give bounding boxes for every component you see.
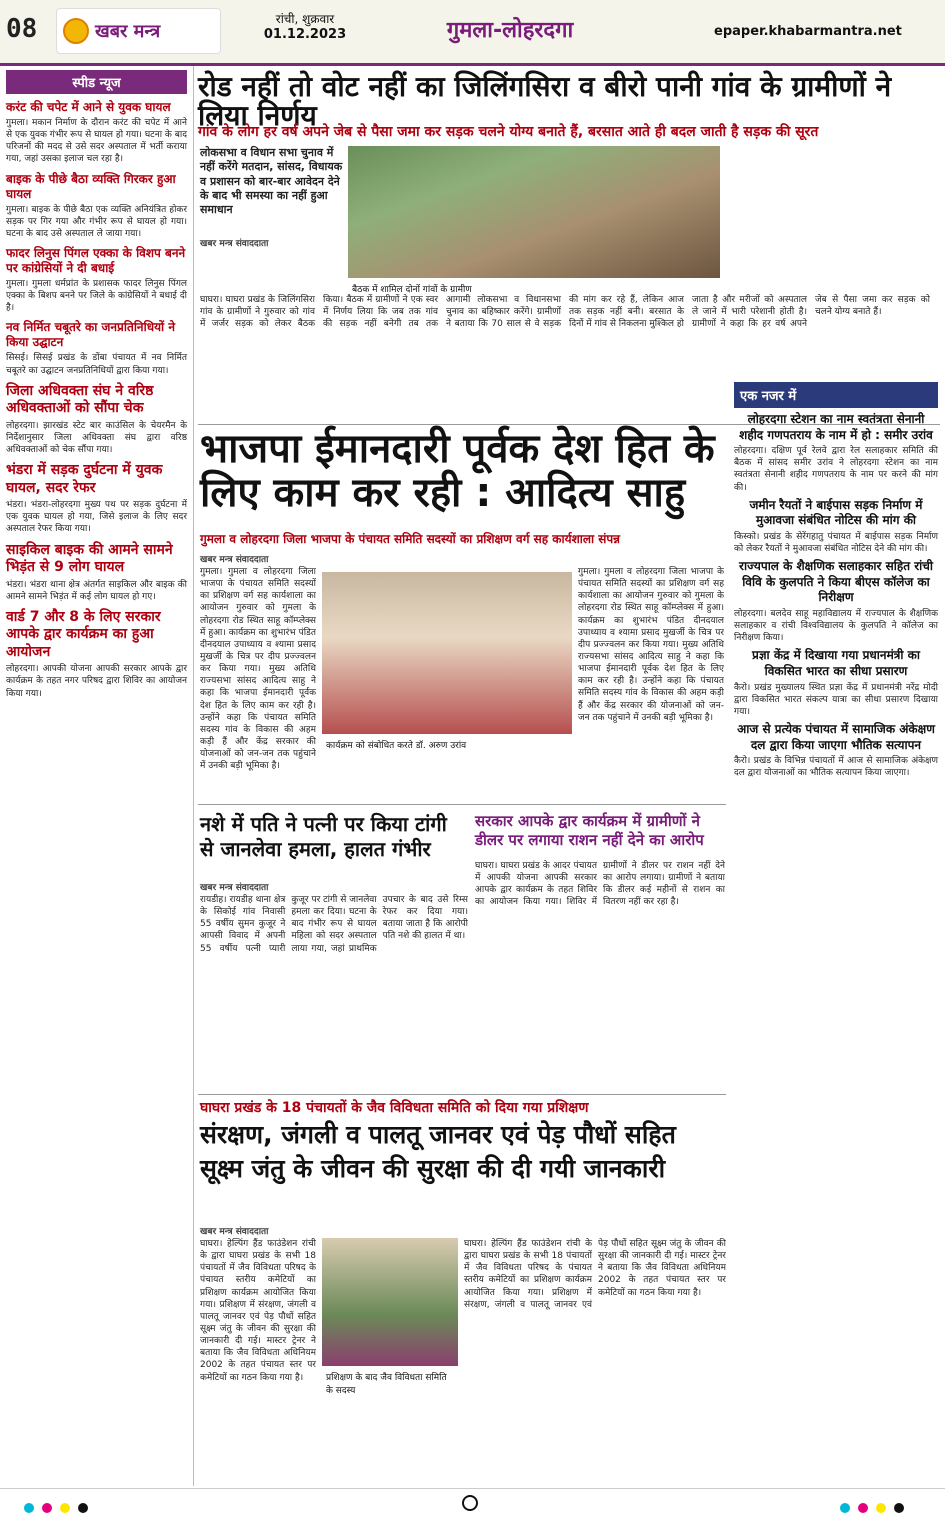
story2-body-right: गुमला। गुमला व लोहरदगा जिला भाजपा के पंचायत समिति सदस्यों का प्रशिक्षण वर्ग सह कार्यशाला का आयोजन गुरुवार को गुमला के लोहरदगा रोड स्थित साहू कॉम्प्लेक्स में हुआ। कार्यक्रम का शुभारंभ पंडित दीनदयाल उपाध्याय व श्यामा प्रसाद मुखर्जी के चित्र पर दीप प्रज्ज्वलन कर किया गया। मुख्य अतिथि राज्यसभा सांसद आदित्य साहु ने कहा कि भाजपा ईमानदारी पूर्वक देश हित के लिए काम कर रही है। उन्होंने कहा कि पंचायत समिति सदस्य गांव के विकास की अहम कड़ी हैं और केंद्र सरकार की योजनाओं को जन-जन तक पहुंचाने में उनकी बड़ी भूमिका है।: [578, 567, 724, 723]
list-item: [734, 722, 938, 779]
list-item: [6, 246, 187, 314]
news-headline: आज से प्रत्येक पंचायत में सामाजिक अंकेक्षण दल द्वारा किया जाएगा भौतिक सत्यापन: [737, 722, 935, 752]
news-text: भंडरा। भंडरा-लोहरदगा मुख्य पथ पर सड़क दुर्घटना में एक युवक घायल हो गया, जिसे इलाज के लिए सदर अस्पताल रेफर किया गया।: [6, 500, 187, 535]
news-headline: प्रज्ञा केंद्र में दिखाया गया प्रधानमंत्री का विकसित भारत का सीधा प्रसारण: [752, 648, 920, 679]
news-text: भंडरा। भंडरा थाना क्षेत्र अंतर्गत साइकिल और बाइक की आमने सामने भिड़ंत में कई लोग घायल हो गए।: [6, 579, 187, 602]
news-headline: करंट की चपेट में आने से युवक घायल: [6, 100, 171, 114]
cyan-dot-icon: [24, 1503, 34, 1513]
list-item: [734, 648, 938, 718]
divider: [198, 1094, 726, 1095]
story1-subhead: गांव के लोग हर वर्ष अपने जेब से पैसा जमा कर सड़क चलने योग्य बनाते हैं, बरसात आते ही बदल जाती है सड़क की सूरत: [198, 124, 819, 140]
list-item: [6, 609, 187, 700]
story4-headline[interactable]: सरकार आपके द्वार कार्यक्रम में ग्रामीणों ने डीलर पर लगाया राशन नहीं देने का आरोप: [475, 812, 704, 849]
news-text: कैरो। प्रखंड के विभिन्न पंचायतों में आज से सामाजिक अंकेक्षण दल द्वारा योजनाओं का भौतिक सत्यापन किया जाएगा।: [734, 756, 938, 779]
story1-byline: खबर मन्त्र संवाददाता: [200, 239, 269, 249]
story5-photo: [322, 1238, 458, 1366]
list-item: [6, 383, 187, 456]
story2-headline[interactable]: भाजपा ईमानदारी पूर्वक देश हित के लिए काम कर रही : आदित्य साहु: [200, 426, 715, 516]
page-number: 08: [6, 14, 38, 44]
story2-body-left: गुमला। गुमला व लोहरदगा जिला भाजपा के पंचायत समिति सदस्यों का प्रशिक्षण वर्ग सह कार्यशाला का आयोजन गुरुवार को गुमला के लोहरदगा रोड स्थित साहू कॉम्प्लेक्स में हुआ। कार्यक्रम का शुभारंभ पंडित दीनदयाल उपाध्याय व श्यामा प्रसाद मुखर्जी के चित्र पर दीप प्रज्ज्वलन कर किया गया। मुख्य अतिथि राज्यसभा सांसद आदित्य साहु ने कहा कि भाजपा ईमानदारी पूर्वक देश हित के लिए काम कर रही है। उन्होंने कहा कि पंचायत समिति सदस्य गांव के विकास की अहम कड़ी हैं और केंद्र सरकार की योजनाओं को जन-जन तक पहुंचाने में उनकी बड़ी भूमिका है।: [200, 567, 316, 772]
news-text: सिसई। सिसई प्रखंड के डोंबा पंचायत में नव निर्मित चबूतरे का उद्घाटन जनप्रतिनिधियों द्वारा किया गया।: [6, 353, 187, 376]
news-headline: वार्ड 7 और 8 के लिए सरकार आपके द्वार कार्यक्रम का हुआ आयोजन: [6, 608, 161, 660]
ek-nazar-column: [730, 380, 942, 1480]
story2-caption: कार्यक्रम को संबोधित करते डॉ. अरुण उरांव: [322, 736, 572, 753]
news-text: गुमला। गुमला धर्मप्रांत के प्रशासक फादर लिनुस पिंगल एक्का के बिशप बनने पर जिले के कांग्रेसियों ने बधाई दी है।: [6, 278, 187, 314]
magenta-dot-icon: [858, 1503, 868, 1513]
yellow-dot-icon: [60, 1503, 70, 1513]
section-title: गुमला-लोहरदगा: [446, 18, 574, 43]
news-text: कैरो। प्रखंड मुख्यालय स्थित प्रज्ञा केंद्र में प्रधानमंत्री नरेंद्र मोदी द्वारा विकसित भारत संकल्प यात्रा का सीधा प्रसारण दिखाया गया।: [734, 682, 938, 717]
list-item: [734, 412, 938, 494]
news-headline: लोहरदगा स्टेशन का नाम स्वतंत्रता सेनानी शहीद गणपतराय के नाम में हो : समीर उरांव: [739, 412, 933, 442]
list-item: [734, 559, 938, 644]
list-item: [6, 172, 187, 240]
black-dot-icon: [894, 1503, 904, 1513]
color-dots-right: [840, 1498, 907, 1517]
news-headline: भंडरा में सड़क दुर्घटना में युवक घायल, सदर रेफर: [6, 462, 163, 496]
dateline: [255, 10, 355, 42]
news-text: किस्को। प्रखंड के सेरेंगहातु पंचायत में बाईपास सड़क निर्माण को लेकर रैयतों ने मुआवजा संबंधित नोटिस देने की मांग की।: [734, 531, 938, 555]
ek-nazar-label: एक नजर में: [734, 382, 938, 408]
story5-headline[interactable]: संरक्षण, जंगली व पालतू जानवर एवं पेड़ पौधों सहित सूक्ष्म जंतु के जीवन की सुरक्षा की दी गयी जानकारी: [200, 1120, 676, 1183]
list-item: [6, 542, 187, 603]
news-headline: राज्यपाल के शैक्षणिक सलाहकार सहित रांची विवि के कुलपति ने किया बीएस कॉलेज का निरीक्षण: [739, 559, 933, 605]
story5-body-right: घाघरा। हेल्पिंग हैंड फाउंडेशन रांची के द्वारा घाघरा प्रखंड के सभी 18 पंचायतों में जैव विविधता परिषद के पंचायत स्तरीय कमेटियों का प्रशिक्षण कार्यक्रम आयोजित किया गया। प्रशिक्षण में संरक्षण, जंगली व पालतू जानवर एवं पेड़ पौधों सहित सूक्ष्म जंतु के जीवन की सुरक्षा की जानकारी दी गई। मास्टर ट्रेनर ने बताया कि जैव विविधता अधिनियम 2002 के तहत पंचायत स्तर पर कमेटियों का गठन किया गया है।: [464, 1239, 726, 1310]
story1-body: घाघरा। घाघरा प्रखंड के जिलिंगसिरा गांव के ग्रामीणों ने गुरुवार को गांव में जर्जर सड़क को लेकर बैठक किया। बैठक में ग्रामीणों ने एक स्वर में निर्णय लिया कि जब तक गांव की सड़क नहीं बनेगी तब तक आगामी लोकसभा व विधानसभा चुनाव का बहिष्कार करेंगे। ग्रामीणों ने बताया कि 70 साल से वे सड़क की मांग कर रहे हैं, लेकिन आज तक सड़क नहीं बनी। बरसात के दिनों में गांव से निकलना मुश्किल हो जाता है और मरीजों को अस्पताल ले जाने में भारी परेशानी होती है। ग्रामीणों ने कहा कि हर वर्ष अपने जेब से पैसा जमा कर सड़क को चलने योग्य बनाते हैं।: [200, 295, 930, 330]
list-item: [6, 100, 187, 166]
news-text: लोहरदगा। बलदेव साहू महाविद्यालय में राज्यपाल के शैक्षणिक सलाहकार व रांची विश्वविद्यालय के कुलपति ने कॉलेज का निरीक्षण किया।: [734, 609, 938, 644]
story1-photo: [348, 146, 720, 278]
divider: [198, 804, 726, 805]
registration-mark-icon: [462, 1495, 478, 1511]
news-headline: फादर लिनुस पिंगल एक्का के विशप बनने पर कांग्रेसियों ने दी बधाई: [6, 245, 186, 275]
city-day: रांची, शुक्रवार: [275, 12, 335, 26]
story1-quote: लोकसभा व विधान सभा चुनाव में नहीं करेंगे मतदान, सांसद, विधायक व प्रशासन को बार-बार आवेदन देने के बाद भी समस्या का नहीं हुआ समाधान: [200, 146, 343, 217]
black-dot-icon: [78, 1503, 88, 1513]
news-text: लोहरदगा। दक्षिण पूर्व रेलवे द्वारा रेल सलाहकार समिति की बैठक में सांसद समीर उरांव ने लोहरदगा स्टेशन का नाम स्वतंत्रता सेनानी शहीद गणपतराय के नाम पर करने की मांग की।: [734, 446, 938, 493]
speed-news-title: स्पीड न्यूज: [6, 70, 187, 94]
story5-caption: प्रशिक्षण के बाद जैव विविधता समिति के सदस्य: [322, 1368, 458, 1398]
magenta-dot-icon: [42, 1503, 52, 1513]
speed-news-column: [0, 66, 194, 1486]
color-dots-left: [24, 1498, 91, 1517]
story1-caption: बैठक में शामिल दोनों गांवों के ग्रामीण: [348, 280, 720, 297]
list-item: [734, 498, 938, 555]
story5-body-left: घाघरा। हेल्पिंग हैंड फाउंडेशन रांची के द्वारा घाघरा प्रखंड के सभी 18 पंचायतों में जैव विविधता परिषद के पंचायत स्तरीय कमेटियों का प्रशिक्षण कार्यक्रम आयोजित किया गया। प्रशिक्षण में संरक्षण, जंगली व पालतू जानवर एवं पेड़ पौधों सहित सूक्ष्म जंतु के जीवन की सुरक्षा की जानकारी दी गई। मास्टर ट्रेनर ने बताया कि जैव विविधता अधिनियम 2002 के तहत पंचायत स्तर पर कमेटियों का गठन किया गया है।: [200, 1239, 316, 1383]
news-headline: जमीन रैयतों ने बाईपास सड़क निर्माण में मुआवजा संबंधित नोटिस की मांग की: [749, 497, 923, 528]
brand-logo[interactable]: [56, 8, 221, 54]
news-headline: साइकिल बाइक की आमने सामने भिड़ंत से 9 लोग घायल: [6, 541, 173, 576]
yellow-dot-icon: [876, 1503, 886, 1513]
story3-headline[interactable]: नशे में पति ने पत्नी पर किया टांगी से जानलेवा हमला, हालत गंभीर: [200, 812, 447, 861]
story2-byline: खबर मन्त्र संवाददाता: [200, 555, 269, 565]
story4-body: घाघरा। घाघरा प्रखंड के आदर पंचायत में आपकी योजना आपकी सरकार आपके द्वार कार्यक्रम के तहत शिविर का आयोजन किया गया। शिविर में ग्रामीणों ने डीलर पर राशन नहीं देने का आरोप लगाया। ग्रामीणों ने बताया कि डीलर कई महीनों से राशन का वितरण नहीं कर रहा है।: [475, 861, 725, 908]
list-item: [6, 320, 187, 376]
news-headline: बाइक के पीछे बैठा व्यक्ति गिरकर हुआ घायल: [6, 171, 176, 201]
news-text: लोहरदगा। झारखंड स्टेट बार काउंसिल के चेयरमैन के निर्देशानुसार जिला अधिवक्ता संघ द्वारा वरिष्ठ अधिवक्ताओं को चेक सौंपा गया।: [6, 420, 187, 455]
logo-mark-icon: [63, 18, 89, 44]
story5-byline: खबर मन्त्र संवाददाता: [200, 1227, 269, 1237]
edition-date: 01.12.2023: [263, 27, 347, 42]
news-headline: नव निर्मित चबूतरे का जनप्रतिनिधियों ने किया उद्घाटन: [6, 320, 175, 350]
story1-headline[interactable]: रोड नहीं तो वोट नहीं का जिलिंगसिरा व बीरो पानी गांव के ग्रामीणों ने लिया निर्णय: [198, 70, 892, 133]
story5-bar: घाघरा प्रखंड के 18 पंचायतों के जैव विविधता समिति को दिया गया प्रशिक्षण: [200, 1100, 589, 1116]
news-headline: जिला अधिवक्ता संघ ने वरिष्ठ अधिवक्ताओं को सौंपा चेक: [6, 382, 154, 417]
logo-text: खबर मन्त्र: [95, 21, 161, 42]
news-text: गुमला। बाइक के पीछे बैठा एक व्यक्ति अनियंत्रित होकर सड़क पर गिर गया और गंभीर रूप से घायल हो गया। घटना के बाद उसे अस्पताल ले जाया गया।: [6, 204, 187, 239]
news-text: लोहरदगा। आपकी योजना आपकी सरकार आपके द्वार कार्यक्रम के तहत नगर परिषद द्वारा शिविर का आयोजन किया गया।: [6, 664, 187, 699]
story2-subhead: गुमला व लोहरदगा जिला भाजपा के पंचायत समिति सदस्यों का प्रशिक्षण वर्ग सह कार्यशाला संपन्न: [200, 532, 621, 546]
bottom-registration-bar: [0, 1488, 945, 1517]
story3-body: रायडीह। रायडीह थाना क्षेत्र के सिकोई गांव निवासी 55 वर्षीय सुमन कुजूर ने आपसी विवाद में अपनी 55 वर्षीय पत्नी प्यारी कुजूर पर टांगी से जानलेवा हमला कर दिया। घटना के बाद गंभीर रूप से घायल महिला को सदर अस्पताल लाया गया, जहां प्राथमिक उपचार के बाद उसे रिम्स रेफर कर दिया गया। बताया जाता है कि आरोपी पति नशे की हालत में था।: [200, 895, 468, 954]
news-text: गुमला। मकान निर्माण के दौरान करंट की चपेट में आने से एक युवक गंभीर रूप से घायल हो गया। घटना के बाद परिजनों की मदद से उसे सदर अस्पताल में भर्ती कराया गया, जहां उसका इलाज चल रहा है।: [6, 118, 187, 165]
story2-photo: [322, 572, 572, 734]
epaper-link[interactable]: epaper.khabarmantra.net: [714, 24, 902, 39]
cyan-dot-icon: [840, 1503, 850, 1513]
story3-byline: खबर मन्त्र संवाददाता: [200, 883, 269, 893]
list-item: [6, 462, 187, 535]
